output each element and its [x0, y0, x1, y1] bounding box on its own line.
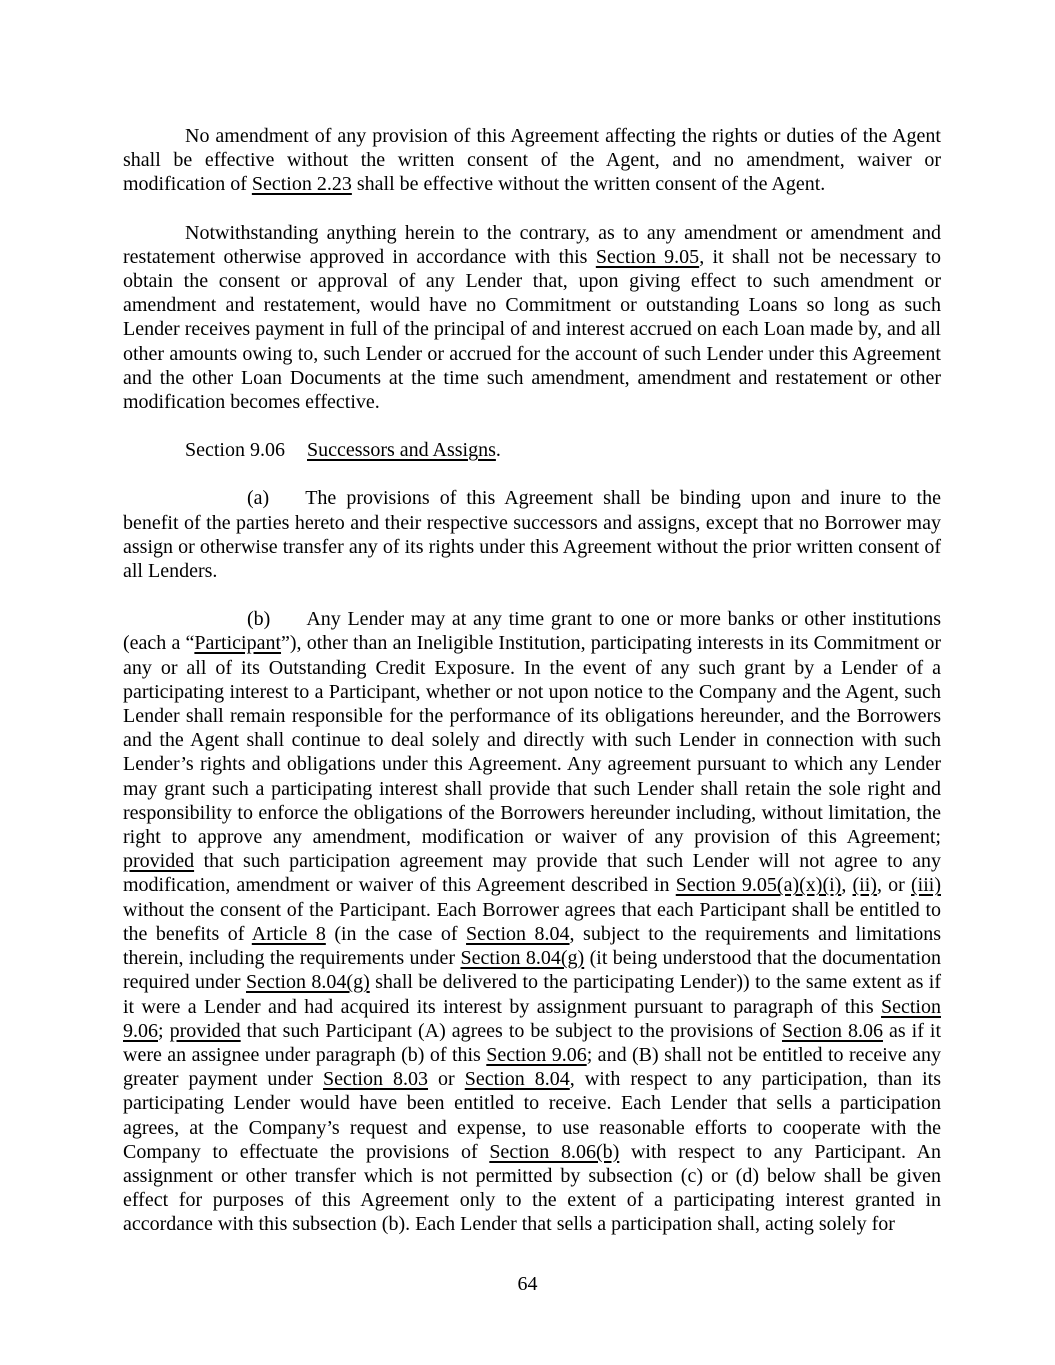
- text-run: , subject to the requirements and limitations therein, including the requirements under: [123, 922, 942, 970]
- underlined-reference: Successors and Assigns: [307, 439, 496, 462]
- text-run: (b): [247, 608, 271, 631]
- paragraph-notwithstanding: [123, 221, 941, 415]
- text-run: ,: [841, 874, 853, 897]
- text-run: .: [495, 439, 501, 462]
- underlined-reference: Section 2.23: [251, 173, 352, 196]
- underlined-reference: Section 8.04(g): [246, 971, 370, 994]
- underlined-reference: Section 8.06(b): [489, 1140, 620, 1163]
- text-run: (in the case of: [325, 922, 467, 945]
- text-run: Section 9.06: [185, 439, 285, 462]
- paragraph-a-successors: [123, 486, 941, 583]
- text-run: , with respect to any participation, than its participating Lender would have been entitled to receive. Each Lender that sells a participation agrees, at the Company’s request and expense, to use reasonable efforts to cooperate with the Company to effectuate the provisions of: [123, 1068, 941, 1163]
- text-run: ;: [158, 1019, 170, 1042]
- heading-section-9-06: [123, 438, 941, 462]
- text-run: ”), other than an Ineligible Institution, participating interests in its Commitment or any or all of its Outstanding Credit Exposure. In the event of any such grant by a Lender of a participating interest to a Participant, whether or not upon notice to the Company and the Agent, such Lender shall remain responsible for the performance of its obligations hereunder, and the Borrowers and the Agent shall continue to deal solely and directly with such Lender in connection with such Lender’s rights and obligations under this Agreement. Any agreement pursuant to which any Lender may grant such a participating interest shall provide that such Lender shall retain the sole right and responsibility to enforce the obligations of the Borrowers hereunder including, without limitation, the right to approve any amendment, modification or waiver of any provision of this Agreement;: [123, 632, 942, 849]
- text-run: No amendment of any provision of this Agreement affecting the rights or duties of the Agent shall be effective without the written consent of the Agent, and no amendment, waiver or modification of: [123, 125, 941, 196]
- text-run: Any Lender may at any time grant to one or more banks or other institutions (each a “: [123, 608, 941, 655]
- underlined-reference: provided: [123, 850, 195, 873]
- text-run: without the consent of the Participant. Each Borrower agrees that each Participant shall be entitled to the benefits of: [123, 898, 941, 945]
- underlined-reference: Section 8.04: [464, 1068, 570, 1091]
- underlined-reference: Section 8.03: [323, 1068, 429, 1091]
- underlined-reference: (iii): [911, 874, 941, 897]
- text-run: with respect to any Participant. An assignment or other transfer which is not permitted by subsection (c) or (d) below shall be given effect for purposes of this Agreement only to the extent of a participating interest granted in accordance with this subsection (b). Each Lender that sells a participation shall, acting solely for: [123, 1140, 941, 1236]
- text-run: as if it were an assignee under paragraph (b) of this: [123, 1019, 941, 1066]
- underlined-reference: Section 8.06: [781, 1019, 883, 1042]
- text-run: that such Participant (A) agrees to be subject to the provisions of: [240, 1019, 782, 1042]
- text-run: (it being understood that the documentation required under: [123, 947, 941, 994]
- text-run: (a): [247, 487, 270, 510]
- text-run: The provisions of this Agreement shall be binding upon and inure to the benefit of the parties hereto and their respective successors and assigns, except that no Borrower may assign or otherwise transfer any of its rights under this Agreement without the prior written consent of all Lenders.: [123, 487, 941, 583]
- underlined-reference: Section 9.05(a)(x)(i): [675, 874, 842, 897]
- text-run: Notwithstanding anything herein to the contrary, as to any amendment or amendment and restatement otherwise approved in accordance with this: [123, 221, 941, 268]
- underlined-reference: Participant: [194, 632, 282, 655]
- text-run: that such participation agreement may provide that such Lender will not agree to any modification, amendment or waiver of this Agreement described in: [123, 850, 941, 897]
- text-run: , or: [876, 874, 911, 897]
- underlined-reference: Section 8.04(g): [460, 947, 585, 970]
- underlined-reference: Section 9.06: [486, 1043, 587, 1066]
- underlined-reference: Section 8.04: [466, 922, 570, 945]
- text-run: or: [428, 1068, 465, 1091]
- underlined-reference: provided: [169, 1019, 241, 1042]
- text-run: , it shall not be necessary to obtain the consent or approval of any Lender that, upon giving effect to such amendment or amendment and restatement, would have no Commitment or outstanding Loans so long as such Lender receives payment in full of the principal of and interest accrued on each Loan made by, and all other amounts owing to, such Lender or accrued for the account of such Lender under this Agreement and the other Loan Documents at the time such amendment, amendment and restatement or other modification becomes effective.: [123, 245, 941, 414]
- paragraph-b-participations: [123, 607, 941, 1236]
- text-run: shall be delivered to the participating Lender)) to the same extent as if it were a Lender and had acquired its interest by assignment pursuant to paragraph of this: [123, 971, 942, 1018]
- document-body: [123, 124, 941, 1237]
- text-run: shall be effective without the written consent of the Agent.: [351, 173, 826, 196]
- underlined-reference: Article 8: [251, 922, 326, 945]
- underlined-reference: Section 9.06: [123, 995, 941, 1042]
- underlined-reference: (ii): [852, 874, 877, 897]
- underlined-reference: Section 9.05: [595, 245, 700, 268]
- paragraph-amendment-agent: [123, 124, 941, 197]
- page-number: 64: [517, 1273, 538, 1295]
- text-run: ; and (B) shall not be entitled to receive any greater payment under: [123, 1043, 941, 1091]
